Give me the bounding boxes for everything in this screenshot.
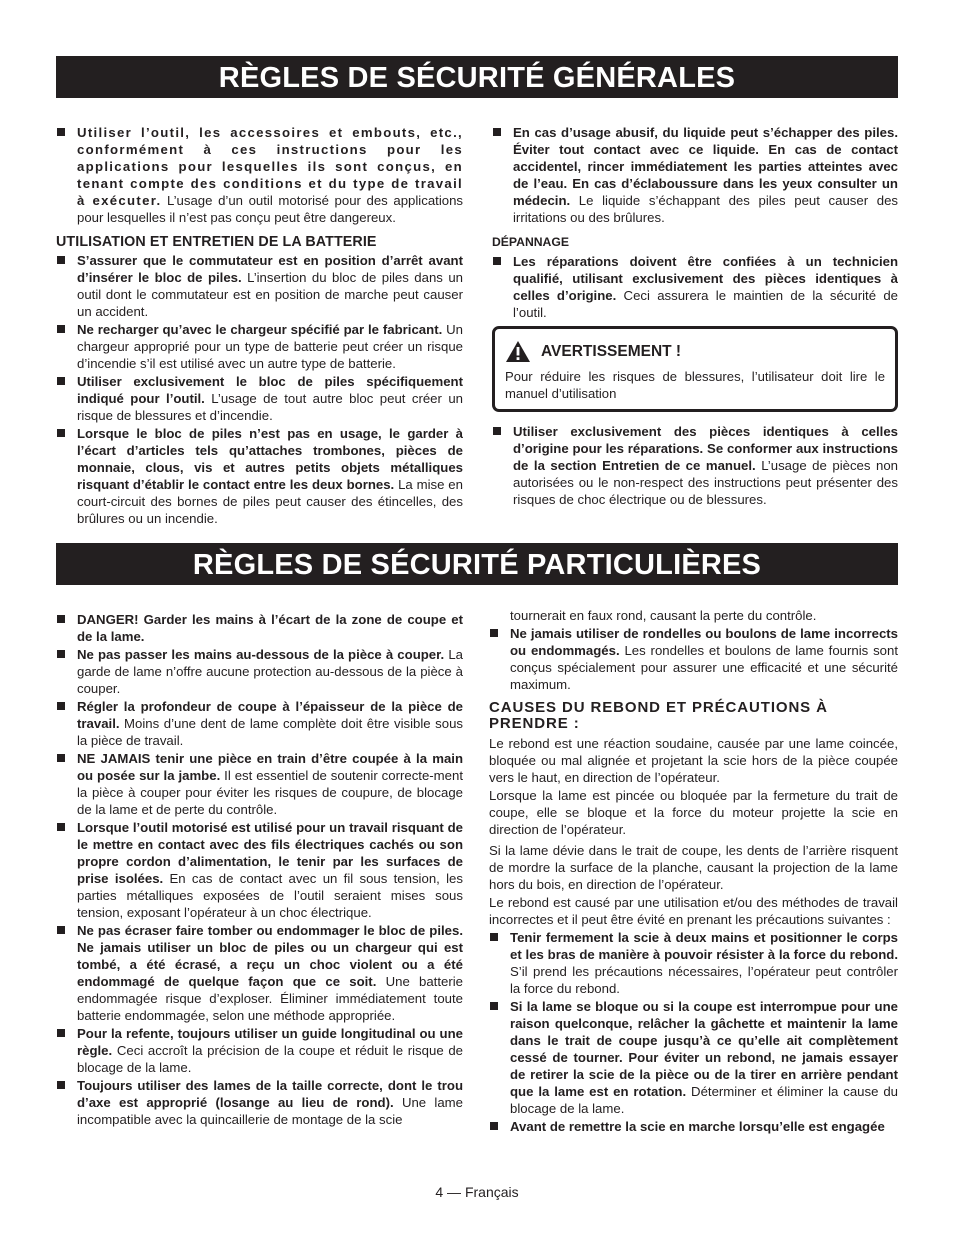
item-text: En cas de contact avec un fil sous tension, les parties métalliques exposées de l’outil seraient mises sous tension, exposant l’opérateur à un choc électrique. xyxy=(77,871,463,920)
warning-title-text: AVERTISSEMENT ! xyxy=(541,343,682,360)
item-text: L’usage de tout autre bloc peut créer un risque de blessures et d’incendie. xyxy=(77,391,463,423)
bullet-square-icon xyxy=(493,128,501,136)
item-text: Déterminer et éliminer la cause du blocage de la lame. xyxy=(510,1084,899,1116)
bullet-square-icon xyxy=(57,650,65,658)
item-text: Une lame incompatible avec la quincaillerie de montage de la scie xyxy=(77,1095,463,1127)
item-bold-text: Utiliser exclusivement des pièces identiques à celles d’origine pour les réparations. Se conformer aux instructions de la section Entretien de ce manuel. xyxy=(513,424,898,473)
item-bold-text: Régler la profondeur de coupe à l’épaisseur de la pièce de travail. xyxy=(77,699,463,731)
item-bold-text: Utiliser l’outil, les accessoires et embouts, etc., conformément à ces instructions pour les applications pour lesquelles ils sont conçus, en tenant compte des conditions et du type de travail à exécuter. xyxy=(77,125,463,208)
list-item xyxy=(489,998,898,1117)
item-bold-text: Utiliser exclusivement le bloc de piles spécifiquement indiqué pour l’outil. xyxy=(77,374,463,406)
list-item xyxy=(56,611,463,645)
bullet-square-icon xyxy=(490,933,498,941)
bullet-square-icon xyxy=(493,427,501,435)
item-text: S’il prend les précautions nécessaires, l’opérateur peut contrôler la force du rebond. xyxy=(510,964,898,996)
list-item xyxy=(56,922,463,1024)
bullet-square-icon xyxy=(57,256,65,264)
list-item xyxy=(56,646,463,697)
kickback-section-heading: CAUSES DU REBOND ET PRÉCAUTIONS À PRENDRE : xyxy=(489,699,828,732)
list-item xyxy=(56,124,463,226)
item-bold-text: Avant de remettre la scie en marche lorsqu’elle est engagée xyxy=(510,1119,885,1134)
list-item xyxy=(56,819,463,921)
list-item xyxy=(56,373,463,424)
page-footer: 4 — Français xyxy=(435,1184,519,1200)
item-text: Un chargeur approprié pour un type de batterie peut créer un risque d’incendie s’il est utilisé avec un autre type de batterie. xyxy=(77,322,464,371)
warning-text: Pour réduire les risques de blessures, l’utilisateur doit lire le manuel d’utilisation xyxy=(505,369,885,401)
item-text: Les rondelles et boulons de lame fournis sont conçus spécialement pour assurer une efficacité et une sécurité maximum. xyxy=(510,643,899,692)
item-bold-text: Ne jamais utiliser de rondelles ou boulons de lame incorrects ou endommagés. xyxy=(510,626,898,658)
item-text: L’usage de pièces non autorisées ou le non-respect des instructions peut présenter des risques de choc électrique ou de blessures. xyxy=(513,458,898,507)
list-item xyxy=(56,1025,463,1076)
bullet-square-icon xyxy=(57,325,65,333)
item-bold-text: Les réparations doivent être confiées à un technicien qualifié, utilisant exclusivement des pièces identiques à celles d’origine. xyxy=(513,254,898,303)
bullet-square-icon xyxy=(57,823,65,831)
general-left-column xyxy=(56,124,463,528)
general-right-column xyxy=(492,124,898,509)
item-bold-text: Tenir fermement la scie à deux mains et positionner le corps et les bras de manière à pouvoir résister à la force du rebond. xyxy=(510,930,898,962)
bullet-square-icon xyxy=(57,1081,65,1089)
bullet-square-icon xyxy=(57,377,65,385)
item-bold-text: NE JAMAIS tenir une pièce en train d’être coupée à la main ou posée sur la jambe. xyxy=(77,751,463,783)
item-bold-text: DANGER! Garder les mains à l’écart de la zone de coupe et de la lame. xyxy=(77,612,463,644)
item-text: La garde de lame n’offre aucune protection au-dessous de la pièce à couper. xyxy=(77,647,463,696)
bullet-square-icon xyxy=(57,926,65,934)
item-bold-text: Pour la refente, toujours utiliser un guide longitudinal ou une règle. xyxy=(77,1026,463,1058)
list-item xyxy=(492,423,898,508)
item-text: Ceci accroît la précision de la coupe et réduit le risque de blocage de la lame. xyxy=(77,1043,463,1075)
item-bold-text: Lorsque le bloc de piles n’est pas en usage, le garder à l’écart d’articles tels qu’attaches trombones, pièces de monnaie, clous, vis et autres petits objets métalliques risquant d’établir le contact entre les deux bornes. xyxy=(77,426,463,492)
list-item xyxy=(56,425,463,527)
general-rules-banner: RÈGLES DE SÉCURITÉ GÉNÉRALES xyxy=(56,56,898,98)
warning-box xyxy=(492,326,898,412)
bullet-square-icon xyxy=(57,128,65,136)
item-bold-text: En cas d’usage abusif, du liquide peut s’échapper des piles. Éviter tout contact avec ce liquide. En cas de contact accidentel, rincer immédiatement les parties atteintes avec de l’eau. En cas d’éclaboussure dans les yeux consulter un médecin. xyxy=(513,125,898,208)
particular-right-column xyxy=(489,607,898,1136)
list-item xyxy=(492,253,898,321)
item-text: L’usage d’un outil motorisé pour des applications pour lesquelles il n’est pas conçu peut être dangereux. xyxy=(77,193,464,225)
depannage-heading: DÉPANNAGE xyxy=(492,235,569,249)
bullet-square-icon xyxy=(490,1122,498,1130)
list-item xyxy=(489,625,898,693)
item-text: Il est essentiel de soutenir correcte-ment la pièce à couper pour éviter les risques de coupure, de blocage de la lame et de perte du contrôle. xyxy=(77,768,463,817)
particular-rules-banner: RÈGLES DE SÉCURITÉ PARTICULIÈRES xyxy=(56,543,898,585)
item-text: L’insertion du bloc de piles dans un outil dont le commutateur est en position de marche peut causer un accident. xyxy=(77,270,463,319)
bullet-square-icon xyxy=(490,1002,498,1010)
kickback-paragraph: Lorsque la lame est pincée ou bloquée par la fermeture du trait de coupe, elle se bloque et la force du moteur projette la scie en direction de l’opérateur. xyxy=(489,788,898,837)
bullet-square-icon xyxy=(493,257,501,265)
item-text: Moins d’une dent de lame complète doit être visible sous la pièce de travail. xyxy=(77,716,463,748)
kickback-paragraph: Le rebond est une réaction soudaine, causée par une lame coincée, bloquée ou mal alignée et projetant la scie hors de la pièce coupée vers le haut, en direction de l’opérateur. xyxy=(489,736,898,785)
bullet-square-icon xyxy=(57,429,65,437)
list-item xyxy=(56,1077,463,1128)
battery-section-heading: UTILISATION ET ENTRETIEN DE LA BATTERIE xyxy=(56,234,377,250)
kickback-paragraph: Le rebond est causé par une utilisation et/ou des méthodes de travail incorrectes et il peut être évité en prenant les précautions suivantes : xyxy=(489,895,898,927)
bullet-square-icon xyxy=(57,615,65,623)
item-text: Le liquide s’échappant des piles peut causer des irritations ou des brûlures. xyxy=(513,193,898,225)
item-bold-text: Ne pas passer les mains au-dessous de la pièce à couper. xyxy=(77,647,445,662)
item-bold-text: Si la lame se bloque ou si la coupe est interrompue pour une raison quelconque, relâcher la gâchette et maintenir la lame dans le trait de coupe jusqu’à ce qu’elle ait complètement cessé de tourner. Pour éviter un rebond, ne jamais essayer de retirer la scie de la pièce ou de la tirer en arrière pendant que la lame est en rotation. xyxy=(510,999,898,1099)
warning-triangle-icon xyxy=(505,340,531,363)
item-bold-text: Toujours utiliser des lames de la taille correcte, dont le trou d’axe est approprié (losange au lieu de rond). xyxy=(77,1078,463,1110)
item-text: Ceci assurera le maintien de la sécurité de l’outil. xyxy=(513,288,898,320)
bullet-square-icon xyxy=(57,754,65,762)
list-item xyxy=(489,929,898,997)
kickback-paragraph: Si la lame dévie dans le trait de coupe, les dents de l’arrière risquent de mordre la surface de la planche, causant la projection de la lame hors du bois, en direction de l’opérateur. xyxy=(489,843,898,892)
item-text: La mise en court-circuit des bornes de piles peut causer des étincelles, des brûlures ou un incendie. xyxy=(77,477,463,526)
bullet-square-icon xyxy=(57,702,65,710)
particular-left-column xyxy=(56,611,463,1129)
item-bold-text: Ne recharger qu’avec le chargeur spécifié par le fabricant. xyxy=(77,322,443,337)
bullet-square-icon xyxy=(57,1029,65,1037)
list-item xyxy=(56,698,463,749)
bullet-square-icon xyxy=(490,629,498,637)
item-bold-text: Ne pas écraser faire tomber ou endommager le bloc de piles. Ne jamais utiliser un bloc de piles ou un chargeur qui est tombé, a été écrasé, a reçu un choc violent ou a été endommagé de quelque façon que ce soit. xyxy=(77,923,463,989)
item-text: Une batterie endommagée risque d’exploser. Éliminer immédiatement toute batterie endommagée, selon une méthode appropriée. xyxy=(77,974,464,1023)
list-item xyxy=(56,750,463,818)
continued-text: tournerait en faux rond, causant la perte du contrôle. xyxy=(510,608,817,623)
list-item xyxy=(56,321,463,372)
list-item xyxy=(56,252,463,320)
item-bold-text: Lorsque l’outil motorisé est utilisé pour un travail risquant de le mettre en contact avec des fils électriques cachés ou son propre cordon d’alimentation, le tenir par les surfaces de prise isolées. xyxy=(77,820,463,886)
list-item xyxy=(489,1118,898,1135)
list-item xyxy=(492,124,898,226)
item-bold-text: S’assurer que le commutateur est en position d’arrêt avant d’insérer le bloc de piles. xyxy=(77,253,463,285)
warning-title xyxy=(505,340,885,363)
